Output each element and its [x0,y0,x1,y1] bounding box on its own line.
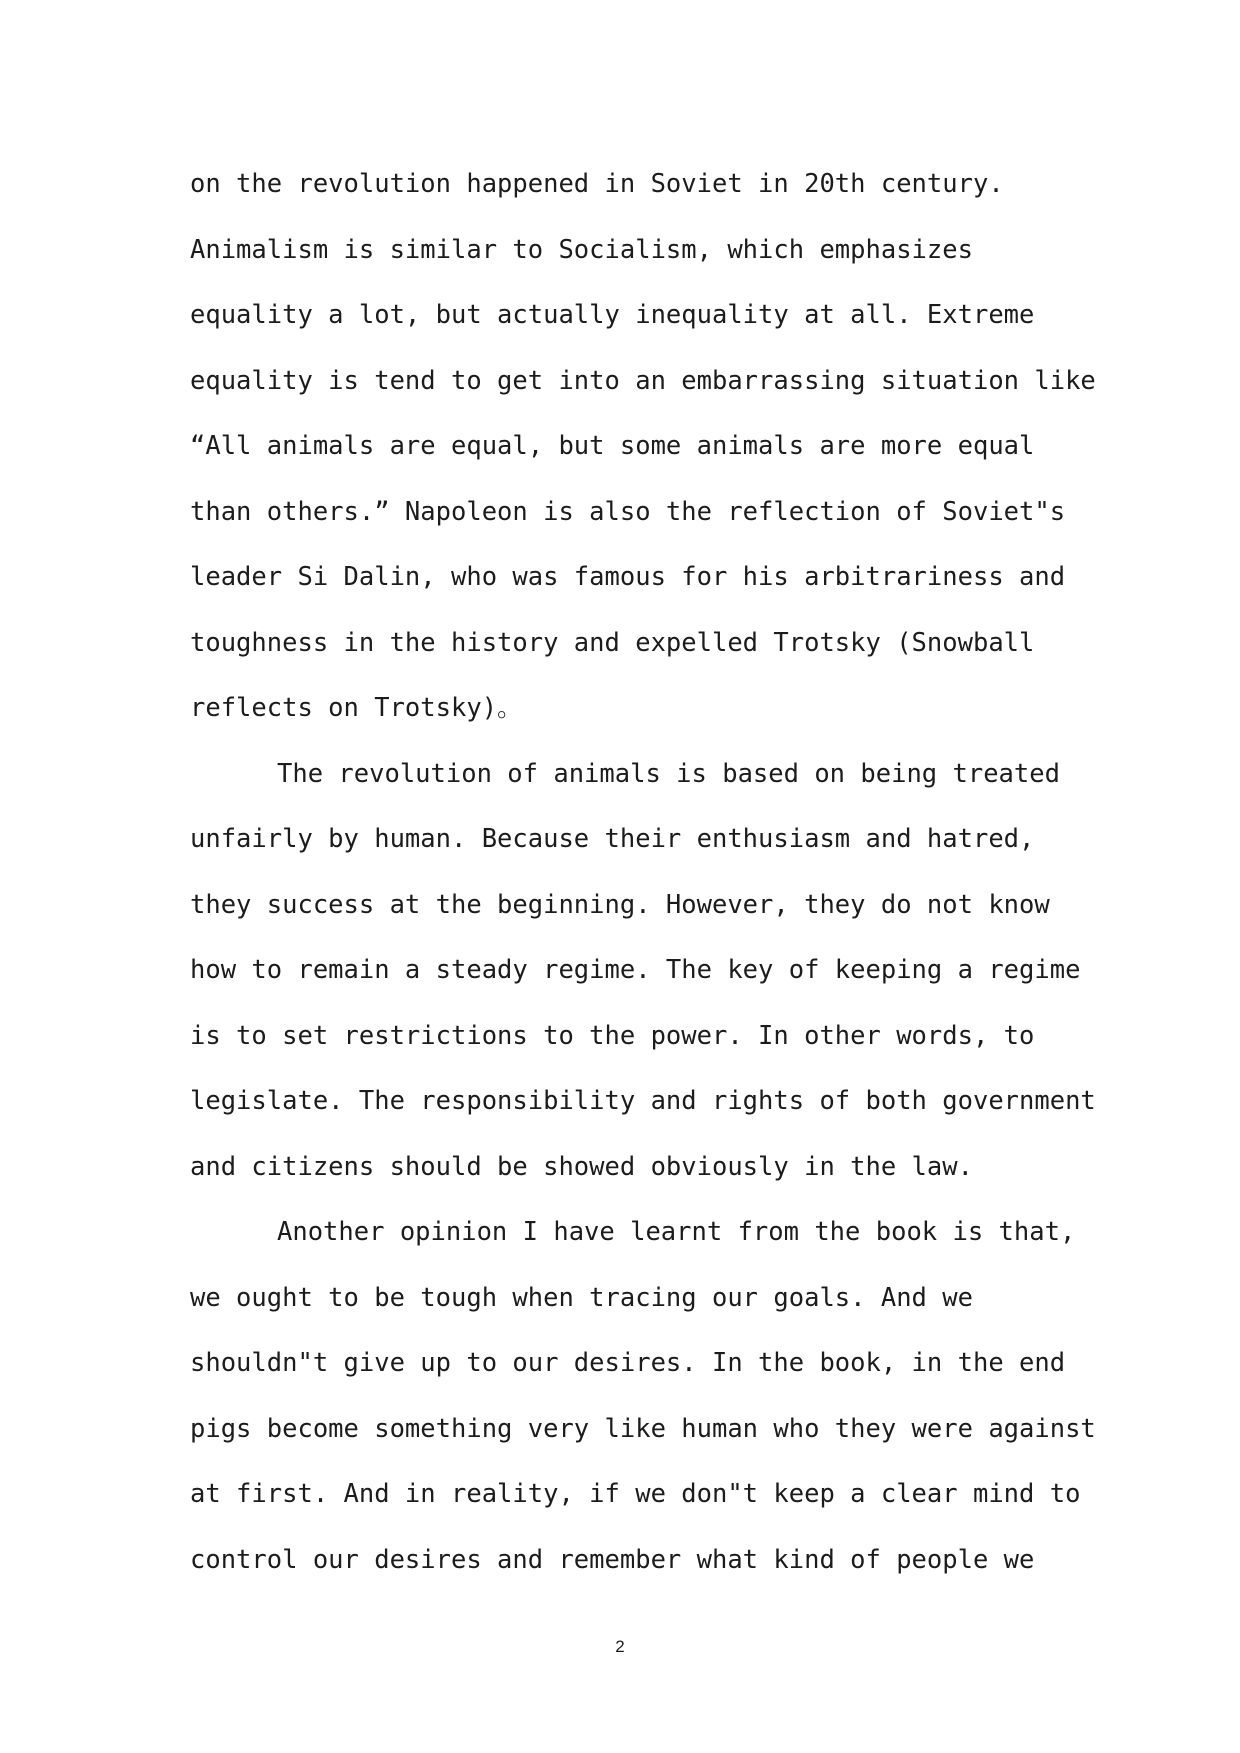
text-line: pigs become something very like human who they were against [190,1413,1096,1444]
text-line: than others.” Napoleon is also the reflection of Soviet"s [190,496,1066,527]
text-line: equality is tend to get into an embarrassing situation like [190,365,1096,396]
text-line: Animalism is similar to Socialism, which emphasizes [190,234,973,265]
text-line: toughness in the history and expelled Trotsky (Snowball [190,627,1035,658]
text-line: on the revolution happened in Soviet in 20th century. [190,169,1004,199]
text-line: control our desires and remember what kind of people we [190,1544,1035,1575]
paragraph-start-line: Another opinion I have learnt from the book is that, [277,1217,1076,1247]
text-line: “All animals are equal, but some animals are more equal [190,431,1035,461]
text-line: and citizens should be showed obviously in the law. [190,1151,973,1182]
text-line: legislate. The responsibility and rights of both government [190,1086,1096,1116]
text-line: reflects on Trotsky)。 [190,693,523,723]
text-line: at first. And in reality, if we don"t keep a clear mind to [190,1479,1081,1509]
text-line: shouldn"t give up to our desires. In the book, in the end [190,1348,1066,1378]
body-text [190,152,1096,1593]
text-line: they success at the beginning. However, they do not know [190,889,1050,920]
text-line: equality a lot, but actually inequality at all. Extreme [190,300,1035,330]
page-number: 2 [615,1637,625,1656]
text-line: how to remain a steady regime. The key of keeping a regime [190,955,1081,985]
text-line: is to set restrictions to the power. In other words, to [190,1020,1035,1051]
text-line: unfairly by human. Because their enthusiasm and hatred, [190,824,1035,854]
text-line: we ought to be tough when tracing our goals. And we [190,1282,973,1313]
text-line: leader Si Dalin, who was famous for his arbitrariness and [190,562,1066,592]
paragraph-start-line: The revolution of animals is based on being treated [277,758,1060,789]
